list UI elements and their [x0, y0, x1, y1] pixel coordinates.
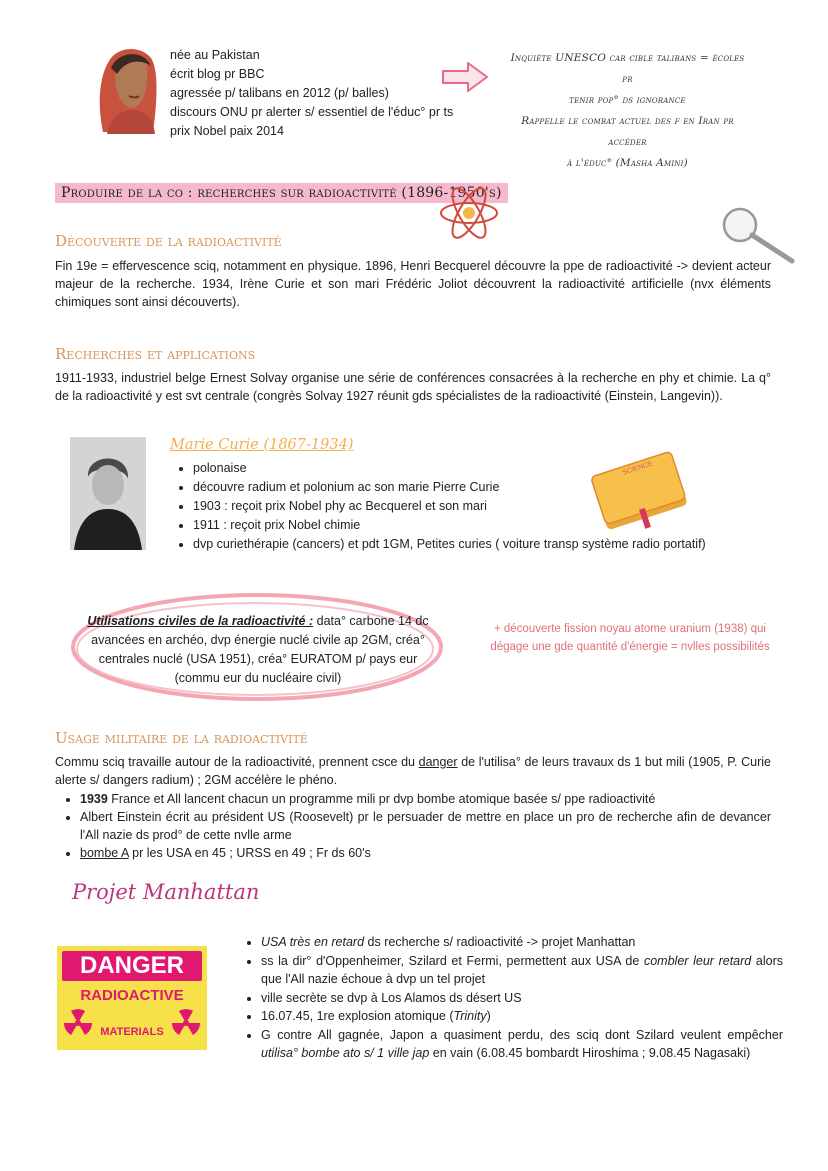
list-item — [80, 844, 771, 862]
civil-label: Utilisations civiles de la radioactivité : — [87, 614, 314, 628]
curie-title: Marie Curie (1867-1934) — [170, 437, 354, 453]
danger-sign-materials: MATERIALS — [100, 1026, 164, 1038]
fission-note-line: + découverte fission noyau atome uranium (1938) qui — [493, 623, 766, 635]
research-text: 1911-1933, industriel belge Ernest Solvay organise une série de conférences consacrées à la recherche en phy et chimie. La q° de la radioactivité y est svt centrale (congrès Solvay 1927 réunit gds spécialistes de la radioactivité (Einstein, Langevin)). — [55, 371, 771, 403]
list-item — [261, 1026, 783, 1063]
malala-note — [505, 48, 750, 174]
radiation-icon — [169, 1006, 203, 1040]
b5-text: G contre All gagnée, Japon a quasiment perdu, des sciq dont Szilard veulent empêcher — [261, 1027, 783, 1042]
arrow-right-icon — [440, 60, 490, 94]
b5-italic: utilisa° bombe ato s/ 1 ville jap — [261, 1046, 430, 1060]
danger-sign-word: DANGER — [79, 952, 184, 979]
manhattan-title: Projet Manhattan — [72, 880, 260, 904]
civil-line — [80, 612, 436, 631]
malala-portrait — [93, 44, 163, 134]
military-title: Usage militaire de la radioactivité — [55, 729, 308, 747]
malala-note-line: à l'éduc° (Masha Amini) — [567, 157, 688, 169]
malala-note-line: Inquiète UNESCO car cible talibans = écoles pr — [510, 52, 745, 85]
research-title: Recherches et applications — [55, 345, 256, 363]
b1-text: ds recherche s/ radioactivité -> projet Manhattan — [364, 935, 636, 949]
manhattan-bullets — [243, 933, 783, 1063]
list-item — [80, 790, 771, 808]
military-intro-1: Commu sciq travaille autour de la radioactivité, prennent csce du — [55, 755, 419, 769]
civil-text-1: data° carbone 14 dc — [313, 614, 429, 628]
civil-line: centrales nuclé (USA 1951), créa° EURATOM p/ pays eur — [98, 652, 418, 666]
fission-note-line: dégage une gde quantité d'énergie = nvlles possibilités — [490, 641, 770, 653]
list-item: • ville secrète se dvp à Los Alamos ds désert US — [261, 989, 783, 1008]
b2-italic: combler leur retard — [643, 953, 752, 968]
b1-text: France et All lancent chacun un programme mili pr dvp bombe atomique basée s/ ppe radioactivité — [107, 792, 656, 806]
malala-fact: née au Pakistan — [170, 48, 260, 62]
civil-text — [80, 612, 436, 688]
list-item — [261, 1007, 783, 1026]
military-bullets — [62, 790, 771, 862]
list-item: • dvp curiethérapie (cancers) et pdt 1GM, Petites curies ( voiture transp système radio portatif) — [193, 535, 755, 554]
list-item: • 1911 : reçoit prix Nobel chimie — [193, 516, 755, 535]
fission-note — [470, 620, 790, 656]
science-book — [582, 445, 694, 530]
b4-end: ) — [486, 1009, 491, 1023]
magnifier-icon — [718, 205, 796, 265]
b3-text: pr les USA en 45 ; URSS en 49 ; Fr ds 60's — [128, 846, 371, 860]
list-item: • Albert Einstein écrit au président US (Roosevelt) pr le persuader de mettre en place un pro de recherche afin de devancer l'All nazie ds prod° de cette nvlle arme — [80, 808, 771, 844]
list-item: • découvre radium et polonium ac son marie Pierre Curie — [193, 478, 755, 497]
danger-word: danger — [418, 755, 458, 769]
discovery-title: Découverte de la radioactivité — [55, 232, 282, 250]
danger-sign — [57, 946, 207, 1050]
curie-photo — [70, 437, 146, 550]
civil-line: avancées en archéo, dvp énergie nuclé civile ap 2GM, créa° — [91, 633, 425, 647]
list-item — [261, 952, 783, 989]
list-item — [261, 933, 783, 952]
b2-text: ss la dir° d'Oppenheimer, Szilard et Fermi, permettent aux USA de — [261, 953, 644, 968]
malala-note-line: tenir pop° ds ignorance — [569, 94, 686, 106]
b2-text2: alors que l'All nazie échoue à dvp un tel projet — [261, 953, 783, 986]
malala-fact: prix Nobel paix 2014 — [170, 124, 284, 138]
radiation-icon — [61, 1006, 95, 1040]
malala-fact: écrit blog pr BBC — [170, 67, 265, 81]
malala-note-line: Rappelle le combat actuel des f en Iran pr accéder — [521, 115, 734, 148]
b4-italic: Trinity — [453, 1009, 487, 1023]
atom-icon — [438, 182, 500, 244]
malala-fact: discours ONU pr alerter s/ essentiel de l'éduc° pr ts — [170, 105, 454, 119]
b5-text2: en vain (6.08.45 bombardt Hiroshima ; 9.08.45 Nagasaki) — [429, 1046, 751, 1060]
malala-facts — [170, 46, 470, 141]
chapter-banner: Produire de la co : recherches sur radioactivité (1896-1950's) — [55, 183, 508, 203]
list-item: • 1903 : reçoit prix Nobel phy ac Becquerel et son mari — [193, 497, 755, 516]
malala-fact: agressée p/ talibans en 2012 (p/ balles) — [170, 86, 389, 100]
year-1939: 1939 — [80, 792, 108, 806]
military-intro — [55, 753, 771, 789]
civil-line: (commu eur du nucléaire civil) — [174, 671, 342, 685]
discovery-text: Fin 19e = effervescence sciq, notamment en physique. 1896, Henri Becquerel découvre la ppe de radioactivité -> devient acteur majeur de la recherche. 1934, Irène Curie et son mari Frédéric Joliot découvrent la radioactivité artificielle (nvx éléments chimiques sont ainsi découverts). — [55, 259, 771, 309]
list-item: • polonaise — [193, 459, 755, 478]
b4-text: 16.07.45, 1re explosion atomique ( — [261, 1009, 454, 1023]
danger-sign-radioactive: RADIOACTIVE — [80, 987, 184, 1004]
book-label: SCIENCE — [621, 460, 654, 477]
military-intro-2: de l'utilisa° de leurs travaux ds 1 but mili (1905, P. Curie alerte s/ dangers radium) ; 2GM accélère le phéno. — [55, 755, 771, 787]
bomb-a: bombe A — [80, 846, 129, 860]
b1-italic: USA très en retard — [261, 935, 365, 949]
